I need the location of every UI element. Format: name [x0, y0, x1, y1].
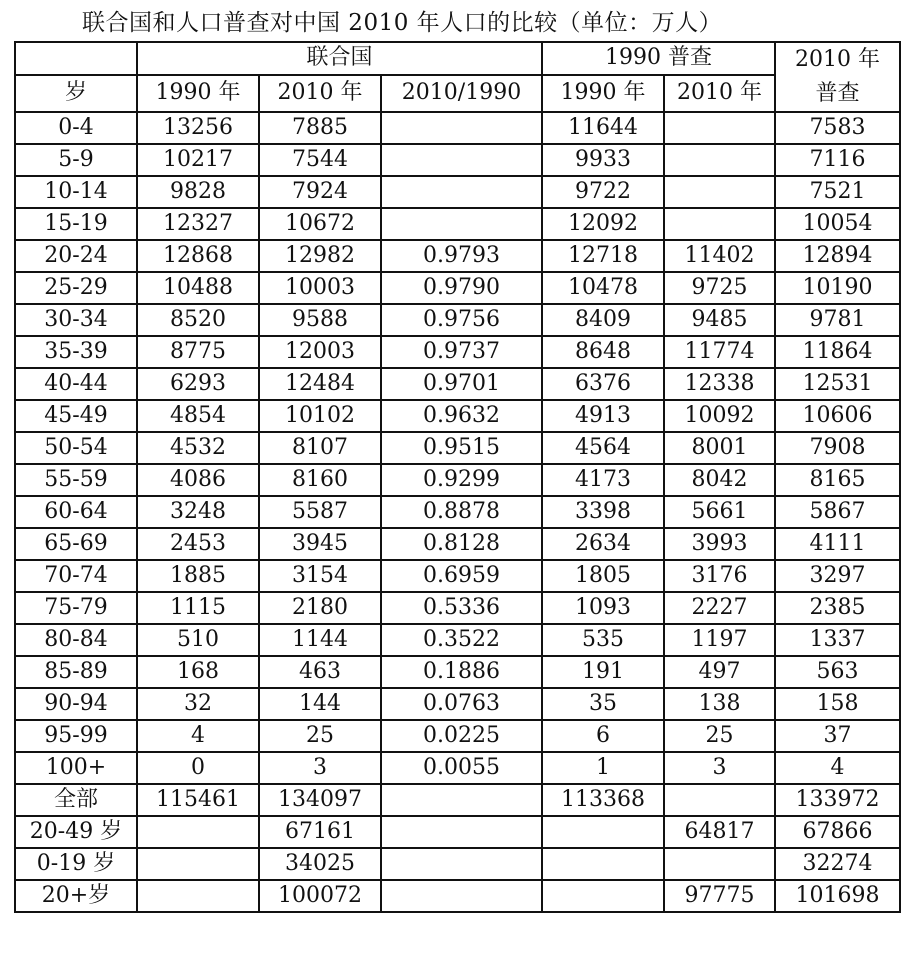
census1990-2010-cell: 5661	[664, 496, 775, 528]
un-ratio-cell	[381, 848, 542, 880]
un-2010-cell: 3945	[259, 528, 381, 560]
census2010-cell: 101698	[775, 880, 900, 912]
un-2010-cell: 1144	[259, 624, 381, 656]
census1990-2010-cell	[664, 176, 775, 208]
un-1990-cell: 4086	[137, 464, 259, 496]
un-1990-cell: 4	[137, 720, 259, 752]
un-ratio-cell: 0.8128	[381, 528, 542, 560]
census1990-2010-cell: 8001	[664, 432, 775, 464]
un-2010-cell: 100072	[259, 880, 381, 912]
header-row-columns	[15, 75, 900, 112]
un-ratio-cell	[381, 112, 542, 144]
census2010-cell: 10054	[775, 208, 900, 240]
table-row	[15, 400, 900, 432]
un-ratio-cell: 0.0763	[381, 688, 542, 720]
census1990-1990-cell: 10478	[542, 272, 664, 304]
age-cell: 20-24	[15, 240, 137, 272]
census1990-2010-cell: 97775	[664, 880, 775, 912]
census1990-1990-cell: 6376	[542, 368, 664, 400]
census1990-1990-cell	[542, 880, 664, 912]
un-ratio-cell: 0.5336	[381, 592, 542, 624]
un-2010-cell: 25	[259, 720, 381, 752]
census2010-cell: 12531	[775, 368, 900, 400]
un-ratio-cell: 0.6959	[381, 560, 542, 592]
census1990-1990-cell: 4173	[542, 464, 664, 496]
header-un-2010: 2010 年	[259, 75, 381, 112]
un-2010-cell: 2180	[259, 592, 381, 624]
census1990-2010-cell: 497	[664, 656, 775, 688]
census1990-2010-cell: 1197	[664, 624, 775, 656]
age-cell: 65-69	[15, 528, 137, 560]
census1990-2010-cell: 11774	[664, 336, 775, 368]
census2010-cell: 1337	[775, 624, 900, 656]
census2010-cell: 8165	[775, 464, 900, 496]
age-cell: 0-4	[15, 112, 137, 144]
census2010-cell: 10606	[775, 400, 900, 432]
table-row	[15, 688, 900, 720]
un-2010-cell: 10003	[259, 272, 381, 304]
census1990-1990-cell: 35	[542, 688, 664, 720]
un-2010-cell: 12484	[259, 368, 381, 400]
un-ratio-cell: 0.9632	[381, 400, 542, 432]
census1990-1990-cell: 4913	[542, 400, 664, 432]
census2010-cell: 5867	[775, 496, 900, 528]
un-1990-cell: 1885	[137, 560, 259, 592]
un-1990-cell: 4532	[137, 432, 259, 464]
census1990-2010-cell: 9485	[664, 304, 775, 336]
census1990-2010-cell: 138	[664, 688, 775, 720]
un-ratio-cell	[381, 208, 542, 240]
un-1990-cell: 510	[137, 624, 259, 656]
age-cell: 45-49	[15, 400, 137, 432]
census2010-cell: 7116	[775, 144, 900, 176]
table-row	[15, 368, 900, 400]
age-cell: 15-19	[15, 208, 137, 240]
un-ratio-cell	[381, 144, 542, 176]
header-census1990-group: 1990 普查	[542, 42, 775, 75]
un-ratio-cell: 0.9737	[381, 336, 542, 368]
census2010-cell: 11864	[775, 336, 900, 368]
un-1990-cell: 8520	[137, 304, 259, 336]
population-comparison-table	[14, 41, 901, 913]
census1990-1990-cell: 12092	[542, 208, 664, 240]
un-2010-cell: 10102	[259, 400, 381, 432]
census2010-cell: 133972	[775, 784, 900, 816]
census2010-cell: 32274	[775, 848, 900, 880]
table-row	[15, 528, 900, 560]
census1990-2010-cell	[664, 784, 775, 816]
age-cell: 55-59	[15, 464, 137, 496]
un-2010-cell: 134097	[259, 784, 381, 816]
un-1990-cell: 1115	[137, 592, 259, 624]
un-ratio-cell: 0.9701	[381, 368, 542, 400]
un-2010-cell: 3	[259, 752, 381, 784]
un-ratio-cell: 0.9793	[381, 240, 542, 272]
table-row	[15, 784, 900, 816]
age-cell: 95-99	[15, 720, 137, 752]
un-ratio-cell: 0.3522	[381, 624, 542, 656]
census1990-1990-cell: 8648	[542, 336, 664, 368]
un-2010-cell: 7885	[259, 112, 381, 144]
header-c1990-2010: 2010 年	[664, 75, 775, 112]
un-1990-cell	[137, 816, 259, 848]
un-ratio-cell: 0.9299	[381, 464, 542, 496]
un-1990-cell: 13256	[137, 112, 259, 144]
un-1990-cell: 10488	[137, 272, 259, 304]
census1990-2010-cell: 25	[664, 720, 775, 752]
census1990-1990-cell: 11644	[542, 112, 664, 144]
header-corner-cell	[15, 42, 137, 75]
un-1990-cell: 4854	[137, 400, 259, 432]
census2010-cell: 7908	[775, 432, 900, 464]
un-1990-cell: 10217	[137, 144, 259, 176]
census1990-1990-cell: 535	[542, 624, 664, 656]
age-cell: 30-34	[15, 304, 137, 336]
age-cell: 100+	[15, 752, 137, 784]
census1990-2010-cell: 11402	[664, 240, 775, 272]
un-2010-cell: 12003	[259, 336, 381, 368]
census1990-1990-cell: 191	[542, 656, 664, 688]
un-1990-cell: 115461	[137, 784, 259, 816]
census1990-2010-cell: 12338	[664, 368, 775, 400]
header-un-ratio: 2010/1990	[381, 75, 542, 112]
un-1990-cell: 3248	[137, 496, 259, 528]
age-cell: 35-39	[15, 336, 137, 368]
un-1990-cell: 6293	[137, 368, 259, 400]
un-1990-cell: 168	[137, 656, 259, 688]
census1990-2010-cell	[664, 848, 775, 880]
census2010-cell: 2385	[775, 592, 900, 624]
census1990-1990-cell: 113368	[542, 784, 664, 816]
table-row	[15, 496, 900, 528]
un-2010-cell: 8160	[259, 464, 381, 496]
un-2010-cell: 8107	[259, 432, 381, 464]
census2010-cell: 12894	[775, 240, 900, 272]
un-2010-cell: 9588	[259, 304, 381, 336]
table-row	[15, 464, 900, 496]
table-title: 联合国和人口普查对中国 2010 年人口的比较（单位：万人）	[82, 10, 723, 36]
census1990-1990-cell: 1	[542, 752, 664, 784]
table-row	[15, 752, 900, 784]
census1990-1990-cell: 2634	[542, 528, 664, 560]
age-cell: 0-19 岁	[15, 848, 137, 880]
census1990-1990-cell: 9722	[542, 176, 664, 208]
census2010-cell: 7521	[775, 176, 900, 208]
un-ratio-cell: 0.0055	[381, 752, 542, 784]
table-row	[15, 592, 900, 624]
census1990-2010-cell: 3176	[664, 560, 775, 592]
census2010-cell: 158	[775, 688, 900, 720]
table-row	[15, 880, 900, 912]
table-row	[15, 624, 900, 656]
table-row	[15, 656, 900, 688]
table-row	[15, 304, 900, 336]
table-row	[15, 560, 900, 592]
age-cell: 85-89	[15, 656, 137, 688]
census1990-2010-cell	[664, 144, 775, 176]
un-1990-cell: 0	[137, 752, 259, 784]
header-census2010-line1: 2010 年	[795, 47, 880, 72]
table-row	[15, 848, 900, 880]
age-cell: 25-29	[15, 272, 137, 304]
header-row-groups	[15, 42, 900, 75]
un-ratio-cell: 0.9756	[381, 304, 542, 336]
census1990-2010-cell: 10092	[664, 400, 775, 432]
un-1990-cell	[137, 880, 259, 912]
age-cell: 5-9	[15, 144, 137, 176]
census1990-1990-cell	[542, 848, 664, 880]
un-2010-cell: 3154	[259, 560, 381, 592]
un-ratio-cell: 0.1886	[381, 656, 542, 688]
table-row	[15, 432, 900, 464]
age-cell: 20-49 岁	[15, 816, 137, 848]
un-2010-cell: 34025	[259, 848, 381, 880]
census1990-2010-cell: 9725	[664, 272, 775, 304]
census1990-2010-cell: 64817	[664, 816, 775, 848]
un-1990-cell: 9828	[137, 176, 259, 208]
age-cell: 全部	[15, 784, 137, 816]
census2010-cell: 10190	[775, 272, 900, 304]
age-cell: 80-84	[15, 624, 137, 656]
table-row	[15, 208, 900, 240]
header-c1990-1990: 1990 年	[542, 75, 664, 112]
census1990-1990-cell: 8409	[542, 304, 664, 336]
age-cell: 60-64	[15, 496, 137, 528]
table-row	[15, 240, 900, 272]
table-row	[15, 272, 900, 304]
age-cell: 10-14	[15, 176, 137, 208]
header-age: 岁	[15, 75, 137, 112]
un-ratio-cell: 0.0225	[381, 720, 542, 752]
un-ratio-cell	[381, 816, 542, 848]
census1990-2010-cell: 8042	[664, 464, 775, 496]
un-ratio-cell: 0.9515	[381, 432, 542, 464]
un-1990-cell	[137, 848, 259, 880]
un-2010-cell: 12982	[259, 240, 381, 272]
table-row	[15, 176, 900, 208]
table-row	[15, 336, 900, 368]
un-ratio-cell	[381, 880, 542, 912]
census2010-cell: 563	[775, 656, 900, 688]
census2010-cell: 7583	[775, 112, 900, 144]
un-ratio-cell: 0.9790	[381, 272, 542, 304]
census1990-1990-cell: 3398	[542, 496, 664, 528]
age-cell: 75-79	[15, 592, 137, 624]
un-1990-cell: 32	[137, 688, 259, 720]
census1990-1990-cell: 6	[542, 720, 664, 752]
un-ratio-cell: 0.8878	[381, 496, 542, 528]
census1990-1990-cell: 4564	[542, 432, 664, 464]
header-un-1990: 1990 年	[137, 75, 259, 112]
header-census2010-line2: 普查	[815, 81, 860, 106]
un-1990-cell: 12327	[137, 208, 259, 240]
table-row	[15, 144, 900, 176]
un-1990-cell: 12868	[137, 240, 259, 272]
census2010-cell: 4111	[775, 528, 900, 560]
un-2010-cell: 7544	[259, 144, 381, 176]
un-2010-cell: 10672	[259, 208, 381, 240]
census1990-1990-cell	[542, 816, 664, 848]
census2010-cell: 37	[775, 720, 900, 752]
census1990-1990-cell: 1805	[542, 560, 664, 592]
age-cell: 20+岁	[15, 880, 137, 912]
census2010-cell: 9781	[775, 304, 900, 336]
table-row	[15, 112, 900, 144]
header-un-group: 联合国	[137, 42, 542, 75]
census1990-2010-cell: 2227	[664, 592, 775, 624]
census1990-1990-cell: 9933	[542, 144, 664, 176]
age-cell: 50-54	[15, 432, 137, 464]
un-2010-cell: 5587	[259, 496, 381, 528]
table-row	[15, 720, 900, 752]
un-1990-cell: 2453	[137, 528, 259, 560]
un-ratio-cell	[381, 784, 542, 816]
census2010-cell: 67866	[775, 816, 900, 848]
un-2010-cell: 144	[259, 688, 381, 720]
table-row	[15, 816, 900, 848]
age-cell: 40-44	[15, 368, 137, 400]
un-2010-cell: 67161	[259, 816, 381, 848]
un-2010-cell: 7924	[259, 176, 381, 208]
census1990-2010-cell	[664, 112, 775, 144]
census1990-1990-cell: 1093	[542, 592, 664, 624]
un-2010-cell: 463	[259, 656, 381, 688]
age-cell: 90-94	[15, 688, 137, 720]
census2010-cell: 4	[775, 752, 900, 784]
un-ratio-cell	[381, 176, 542, 208]
age-cell: 70-74	[15, 560, 137, 592]
census1990-2010-cell: 3993	[664, 528, 775, 560]
census1990-2010-cell: 3	[664, 752, 775, 784]
census1990-2010-cell	[664, 208, 775, 240]
header-census2010	[775, 42, 900, 112]
census2010-cell: 3297	[775, 560, 900, 592]
un-1990-cell: 8775	[137, 336, 259, 368]
census1990-1990-cell: 12718	[542, 240, 664, 272]
